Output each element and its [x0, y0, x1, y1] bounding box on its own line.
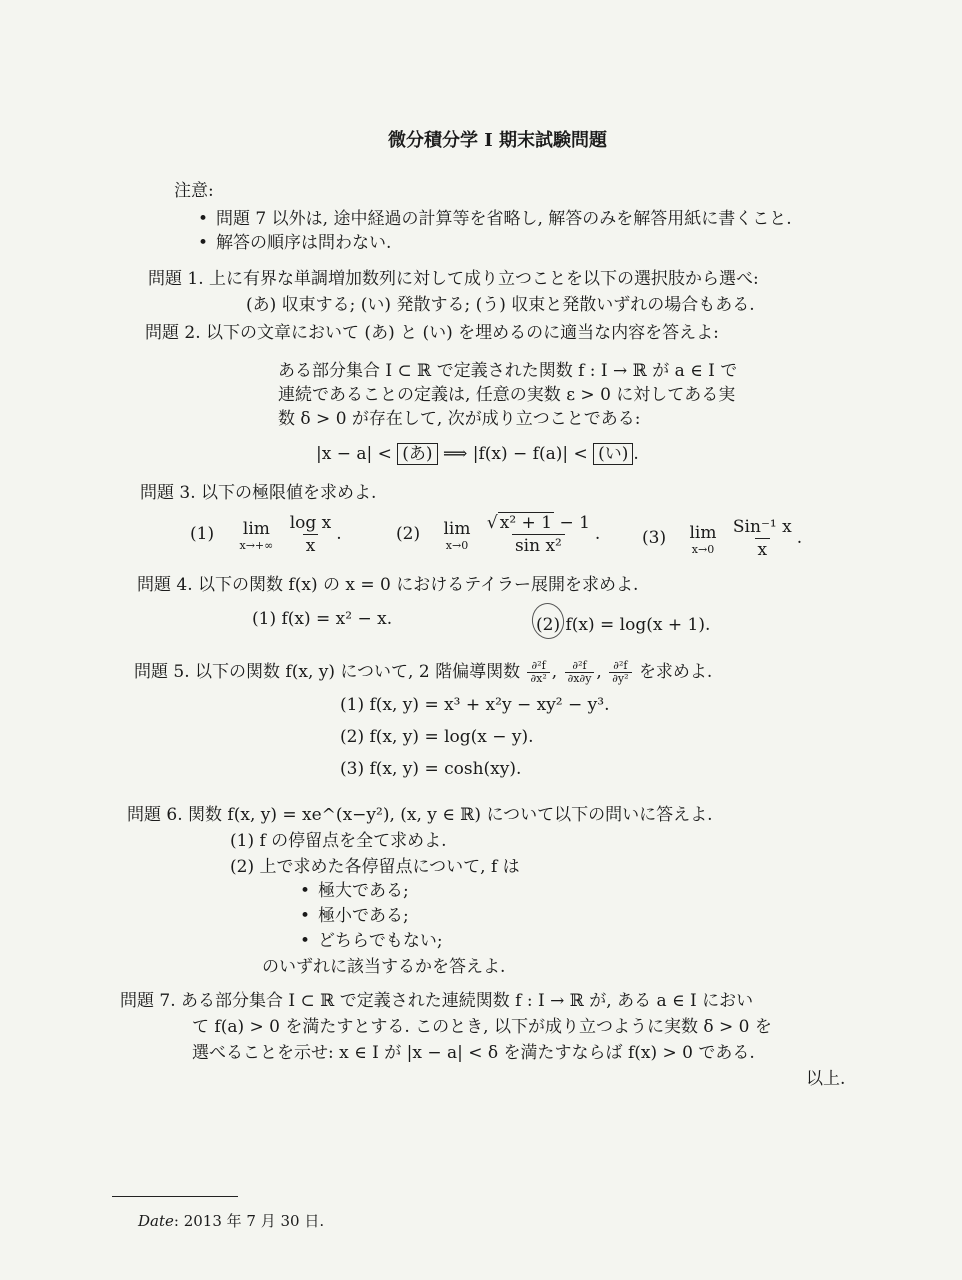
q1-line1: 問題 1. 上に有界な単調増加数列に対して成り立つことを以下の選択肢から選べ:	[148, 269, 759, 289]
lim-subscript: x→0	[445, 538, 469, 552]
q2-body1: ある部分集合 I ⊂ ℝ で定義された関数 f : I → ℝ が a ∈ I で	[278, 361, 738, 381]
q7-line1: 問題 7. ある部分集合 I ⊂ ℝ で定義された連続関数 f : I → ℝ が, ある a ∈ I におい	[120, 991, 754, 1011]
lim-subscript: x→0	[691, 542, 715, 556]
footnote-date: : 2013 年 7 月 30 日.	[173, 1212, 325, 1230]
q2-formula-left: |x − a| <	[316, 444, 392, 464]
q2-formula-end: .	[633, 444, 639, 464]
q2-box-a: (あ)	[397, 443, 437, 465]
period: .	[796, 528, 803, 548]
q6-part2: (2) 上で求めた各停留点について, f は	[230, 857, 520, 877]
lim-operator: lim	[242, 518, 270, 539]
q7-end: 以上.	[806, 1069, 846, 1089]
partial-xx	[527, 660, 549, 685]
numerator: ∂²f	[531, 659, 546, 672]
q2-line1: 問題 2. 以下の文章において (あ) と (い) を埋めるのに適当な内容を答えよ:	[145, 323, 719, 343]
denominator: x	[303, 534, 319, 557]
q2-formula	[316, 443, 639, 465]
q6-part1: (1) f の停留点を全て求めよ.	[230, 831, 447, 851]
q5-part2: (2) f(x, y) = log(x − y).	[340, 727, 534, 747]
q2-formula-mid: ⟹ |f(x) − f(a)| <	[442, 444, 588, 464]
q3-p2-fraction: $\frac{\text{√ x² + 1 − 1}}{\text{sin x²}}$	[486, 513, 590, 556]
q3-p1-label: (1)	[190, 524, 215, 544]
q2-body3: 数 δ > 0 が存在して, 次が成り立つことである:	[278, 409, 641, 429]
denominator: sin x²	[512, 534, 565, 557]
q1-line2: (あ) 収束する; (い) 発散する; (う) 収束と発散いずれの場合もある.	[246, 295, 755, 315]
q3-p2-label: (2)	[396, 524, 421, 544]
period: .	[336, 524, 342, 544]
q3-p3-fraction	[730, 516, 795, 561]
numerator: ∂²f	[613, 659, 628, 672]
q3-part3	[642, 516, 802, 561]
denominator: ∂y²	[609, 672, 631, 685]
footnote-rule	[112, 1196, 238, 1197]
sqrt-radicand: x² + 1	[499, 513, 553, 533]
lim-subscript: x→+∞	[239, 538, 274, 552]
footnote	[138, 1210, 324, 1231]
numerator: Sin⁻¹ x	[732, 517, 792, 537]
q7-line2: て f(a) > 0 を満たすとする. このとき, 以下が成り立つように実数 δ > 0 を	[192, 1017, 772, 1037]
q4-part1: (1) f(x) = x² − x.	[252, 609, 393, 629]
numerator: log x	[289, 513, 332, 533]
partial-xy	[565, 660, 595, 685]
q3-part2	[396, 512, 600, 557]
q3-p3-label: (3)	[642, 528, 667, 548]
lim-operator: lim	[443, 518, 471, 539]
partial-yy	[609, 660, 631, 685]
q6-line1: 問題 6. 関数 f(x, y) = xe^(x−y²), (x, y ∈ ℝ) について以下の問いに答えよ.	[127, 805, 713, 825]
q5-part1: (1) f(x, y) = x³ + x²y − xy² − y³.	[340, 695, 610, 715]
q2-box-i: (い)	[593, 443, 633, 465]
numerator-rest: − 1	[559, 513, 590, 533]
denominator: ∂x∂y	[565, 672, 595, 685]
q6-bullet: • 極大である;	[300, 880, 409, 902]
q7-line3: 選べることを示せ: x ∈ I が |x − a| < δ を満たすならば f(x) > 0 である.	[192, 1043, 755, 1063]
q4-part2: (2) f(x) = log(x + 1).	[536, 615, 711, 635]
q6-end: のいずれに該当するかを答えよ.	[262, 957, 506, 977]
q3-part1	[190, 512, 342, 557]
denominator: ∂x²	[527, 672, 549, 685]
q5-line1-text: 問題 5. 以下の関数 f(x, y) について, 2 階偏導関数	[134, 662, 521, 682]
numerator: ∂²f	[572, 659, 587, 672]
q6-bullet: • 極小である;	[300, 905, 409, 927]
q5-part3: (3) f(x, y) = cosh(xy).	[340, 759, 522, 779]
q3-line1: 問題 3. 以下の極限値を求めよ.	[140, 483, 377, 503]
q5-line1: 問題 5. 以下の関数 f(x, y) について, 2 階偏導関数 $\frac{\text{∂²f}}{\text{∂x²}}$ , $\frac{\text{∂²f}}{\partial x\partial y}$ , $\frac{\text{∂²f}}{\text{∂y²}}$ を求めよ.	[134, 659, 713, 685]
footnote-label: Date	[138, 1212, 174, 1230]
notice-item: • 問題 7 以外は, 途中経過の計算等を省略し, 解答のみを解答用紙に書くこと.	[198, 208, 792, 230]
q3-p1-fraction	[287, 512, 335, 557]
notice-heading: 注意:	[174, 181, 214, 201]
q4-line1: 問題 4. 以下の関数 f(x) の x = 0 におけるテイラー展開を求めよ.	[137, 575, 639, 595]
q5-line1-end: を求めよ.	[638, 662, 713, 682]
q6-bullet: • どちらでもない;	[300, 930, 443, 952]
lim-operator: lim	[689, 522, 717, 543]
q2-body2: 連続であることの定義は, 任意の実数 ε > 0 に対してある実	[278, 385, 736, 405]
page-title: 微分積分学 I 期末試験問題	[388, 130, 607, 151]
denominator: x	[755, 538, 771, 561]
notice-item: • 解答の順序は問わない.	[198, 232, 391, 254]
period: .	[594, 524, 601, 544]
